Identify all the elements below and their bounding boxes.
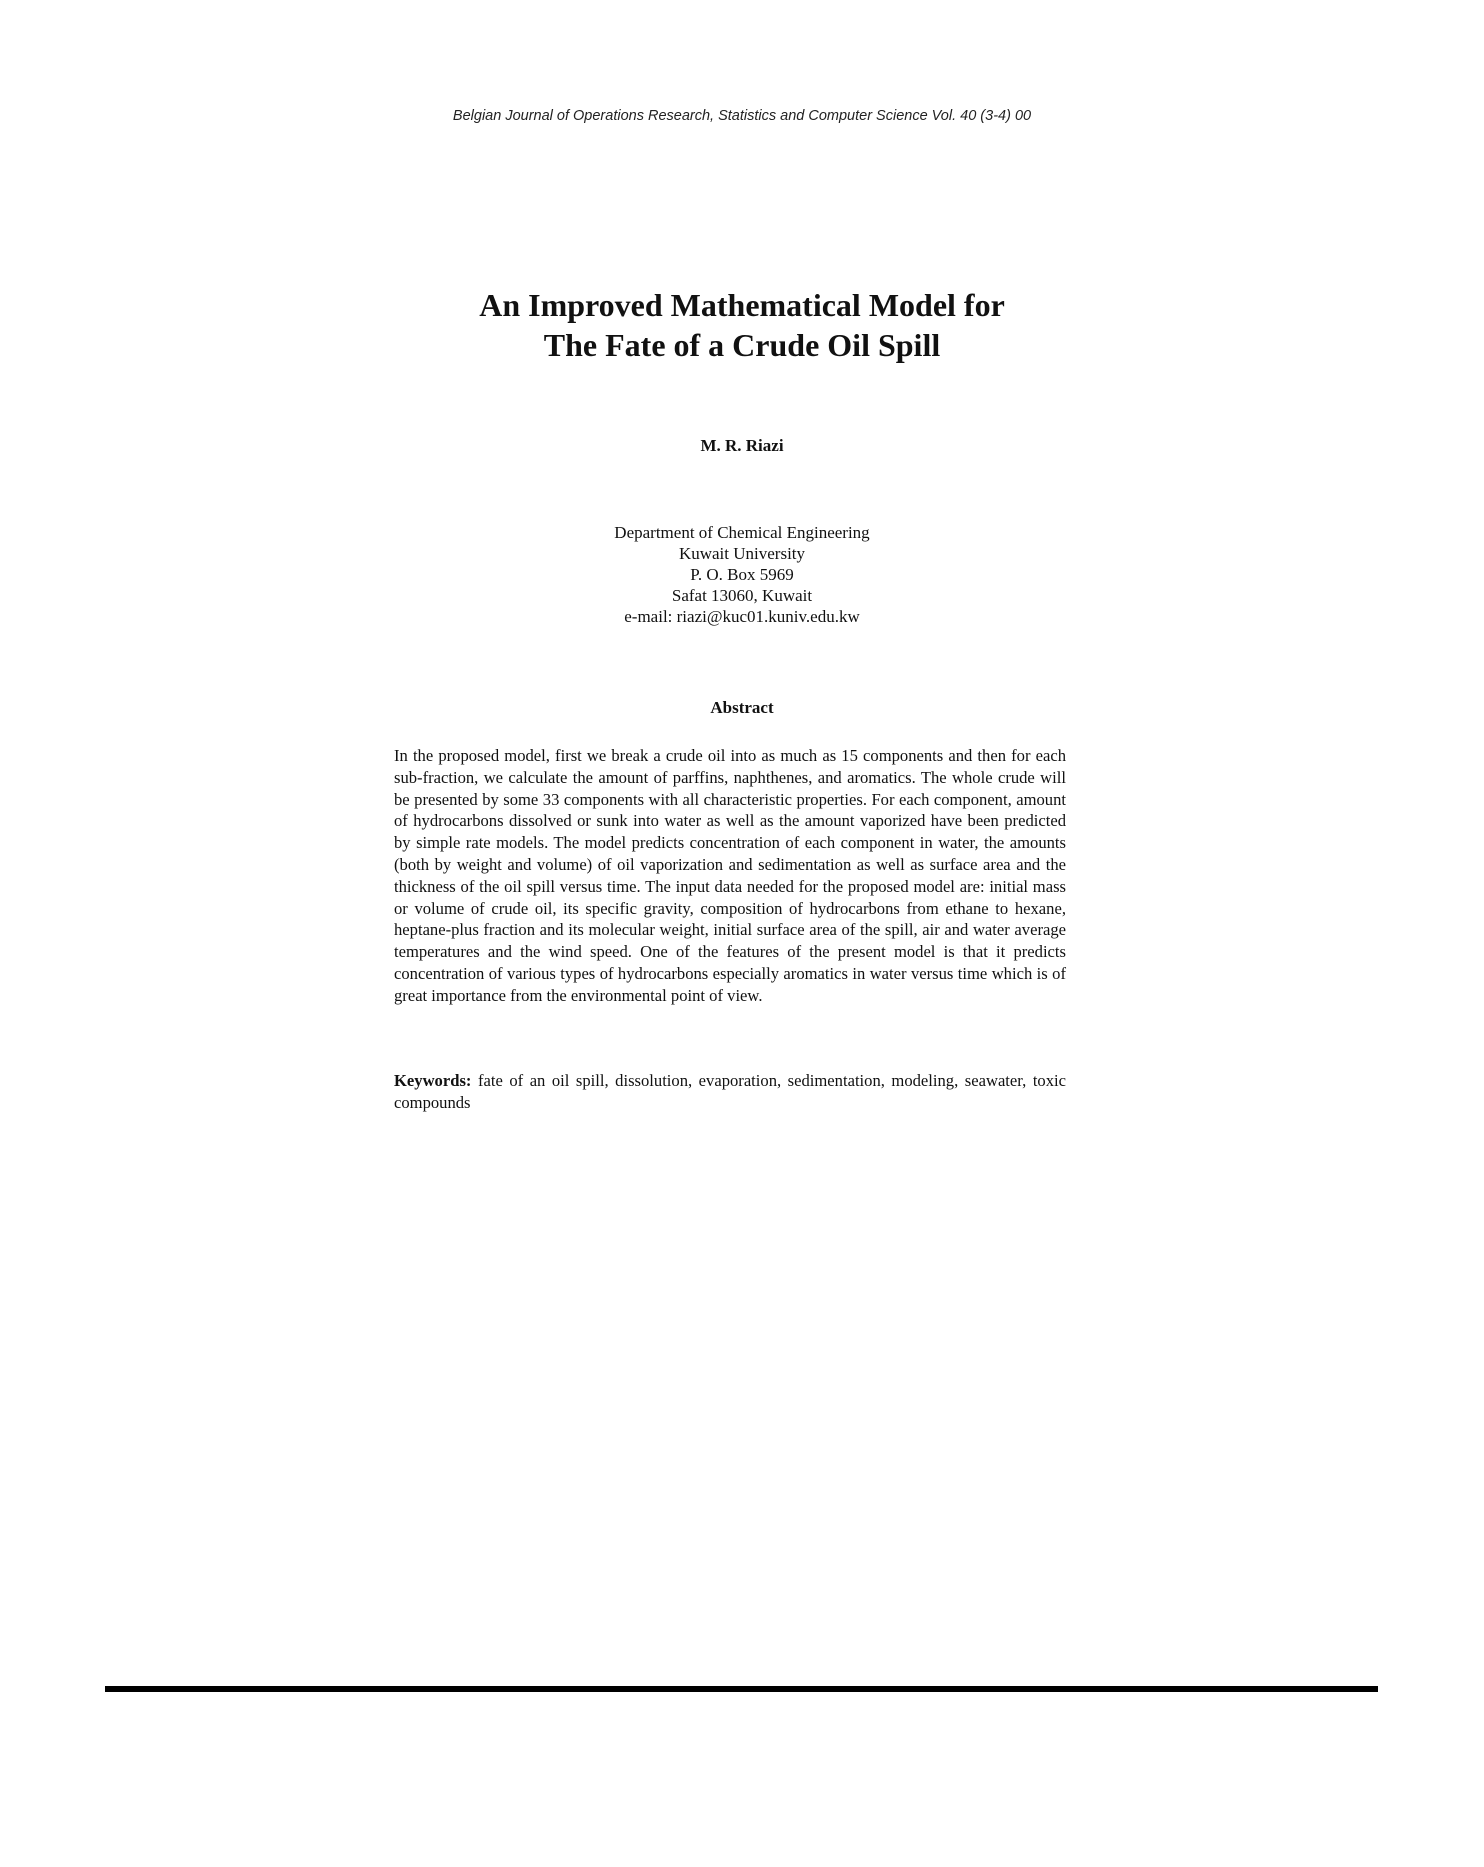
keywords-list: fate of an oil spill, dissolution, evaporation, sedimentation, modeling, seawater, toxic compounds <box>394 1071 1066 1112</box>
keywords-paragraph <box>394 1070 1066 1114</box>
affiliation-po-box: P. O. Box 5969 <box>690 565 794 584</box>
paper-title <box>0 285 1484 365</box>
keywords-label: Keywords: <box>394 1071 472 1090</box>
affiliation-university: Kuwait University <box>678 544 806 563</box>
affiliation-city: Safat 13060, Kuwait <box>671 586 813 605</box>
affiliation-department: Department of Chemical Engineering <box>614 523 870 542</box>
title-line-2: The Fate of a Crude Oil Spill <box>543 327 941 363</box>
footer-rule <box>105 1686 1378 1692</box>
journal-running-header: Belgian Journal of Operations Research, Statistics and Computer Science Vol. 40 (3-4) 00 <box>452 108 1032 124</box>
abstract-text: In the proposed model, first we break a crude oil into as much as 15 components and then for each sub-fraction, we calculate the amount of parffins, naphthenes, and aromatics. The whole crude will be presented by some 33 components with all characteristic properties. For each component, amount of hydrocarbons dissolved or sunk into water as well as the amount vaporized have been predicted by simple rate models. The model predicts concentration of each component in water, the amounts (both by weight and volume) of oil vaporization and sedimentation as well as surface area and the thickness of the oil spill versus time. The input data needed for the proposed model are: initial mass or volume of crude oil, its specific gravity, composition of hydrocarbons from ethane to hexane, heptane-plus fraction and its molecular weight, initial surface area of the spill, air and water average temperatures and the wind speed. One of the features of the present model is that it predicts concentration of various types of hydrocarbons especially aromatics in water versus time which is of great importance from the environmental point of view. <box>394 746 1066 1005</box>
title-line-1: An Improved Mathematical Model for <box>479 287 1005 323</box>
author-affiliation <box>0 522 1484 627</box>
author-name: M. R. Riazi <box>700 436 784 455</box>
affiliation-email: e-mail: riazi@kuc01.kuniv.edu.kw <box>624 607 860 626</box>
abstract-heading: Abstract <box>710 698 774 717</box>
